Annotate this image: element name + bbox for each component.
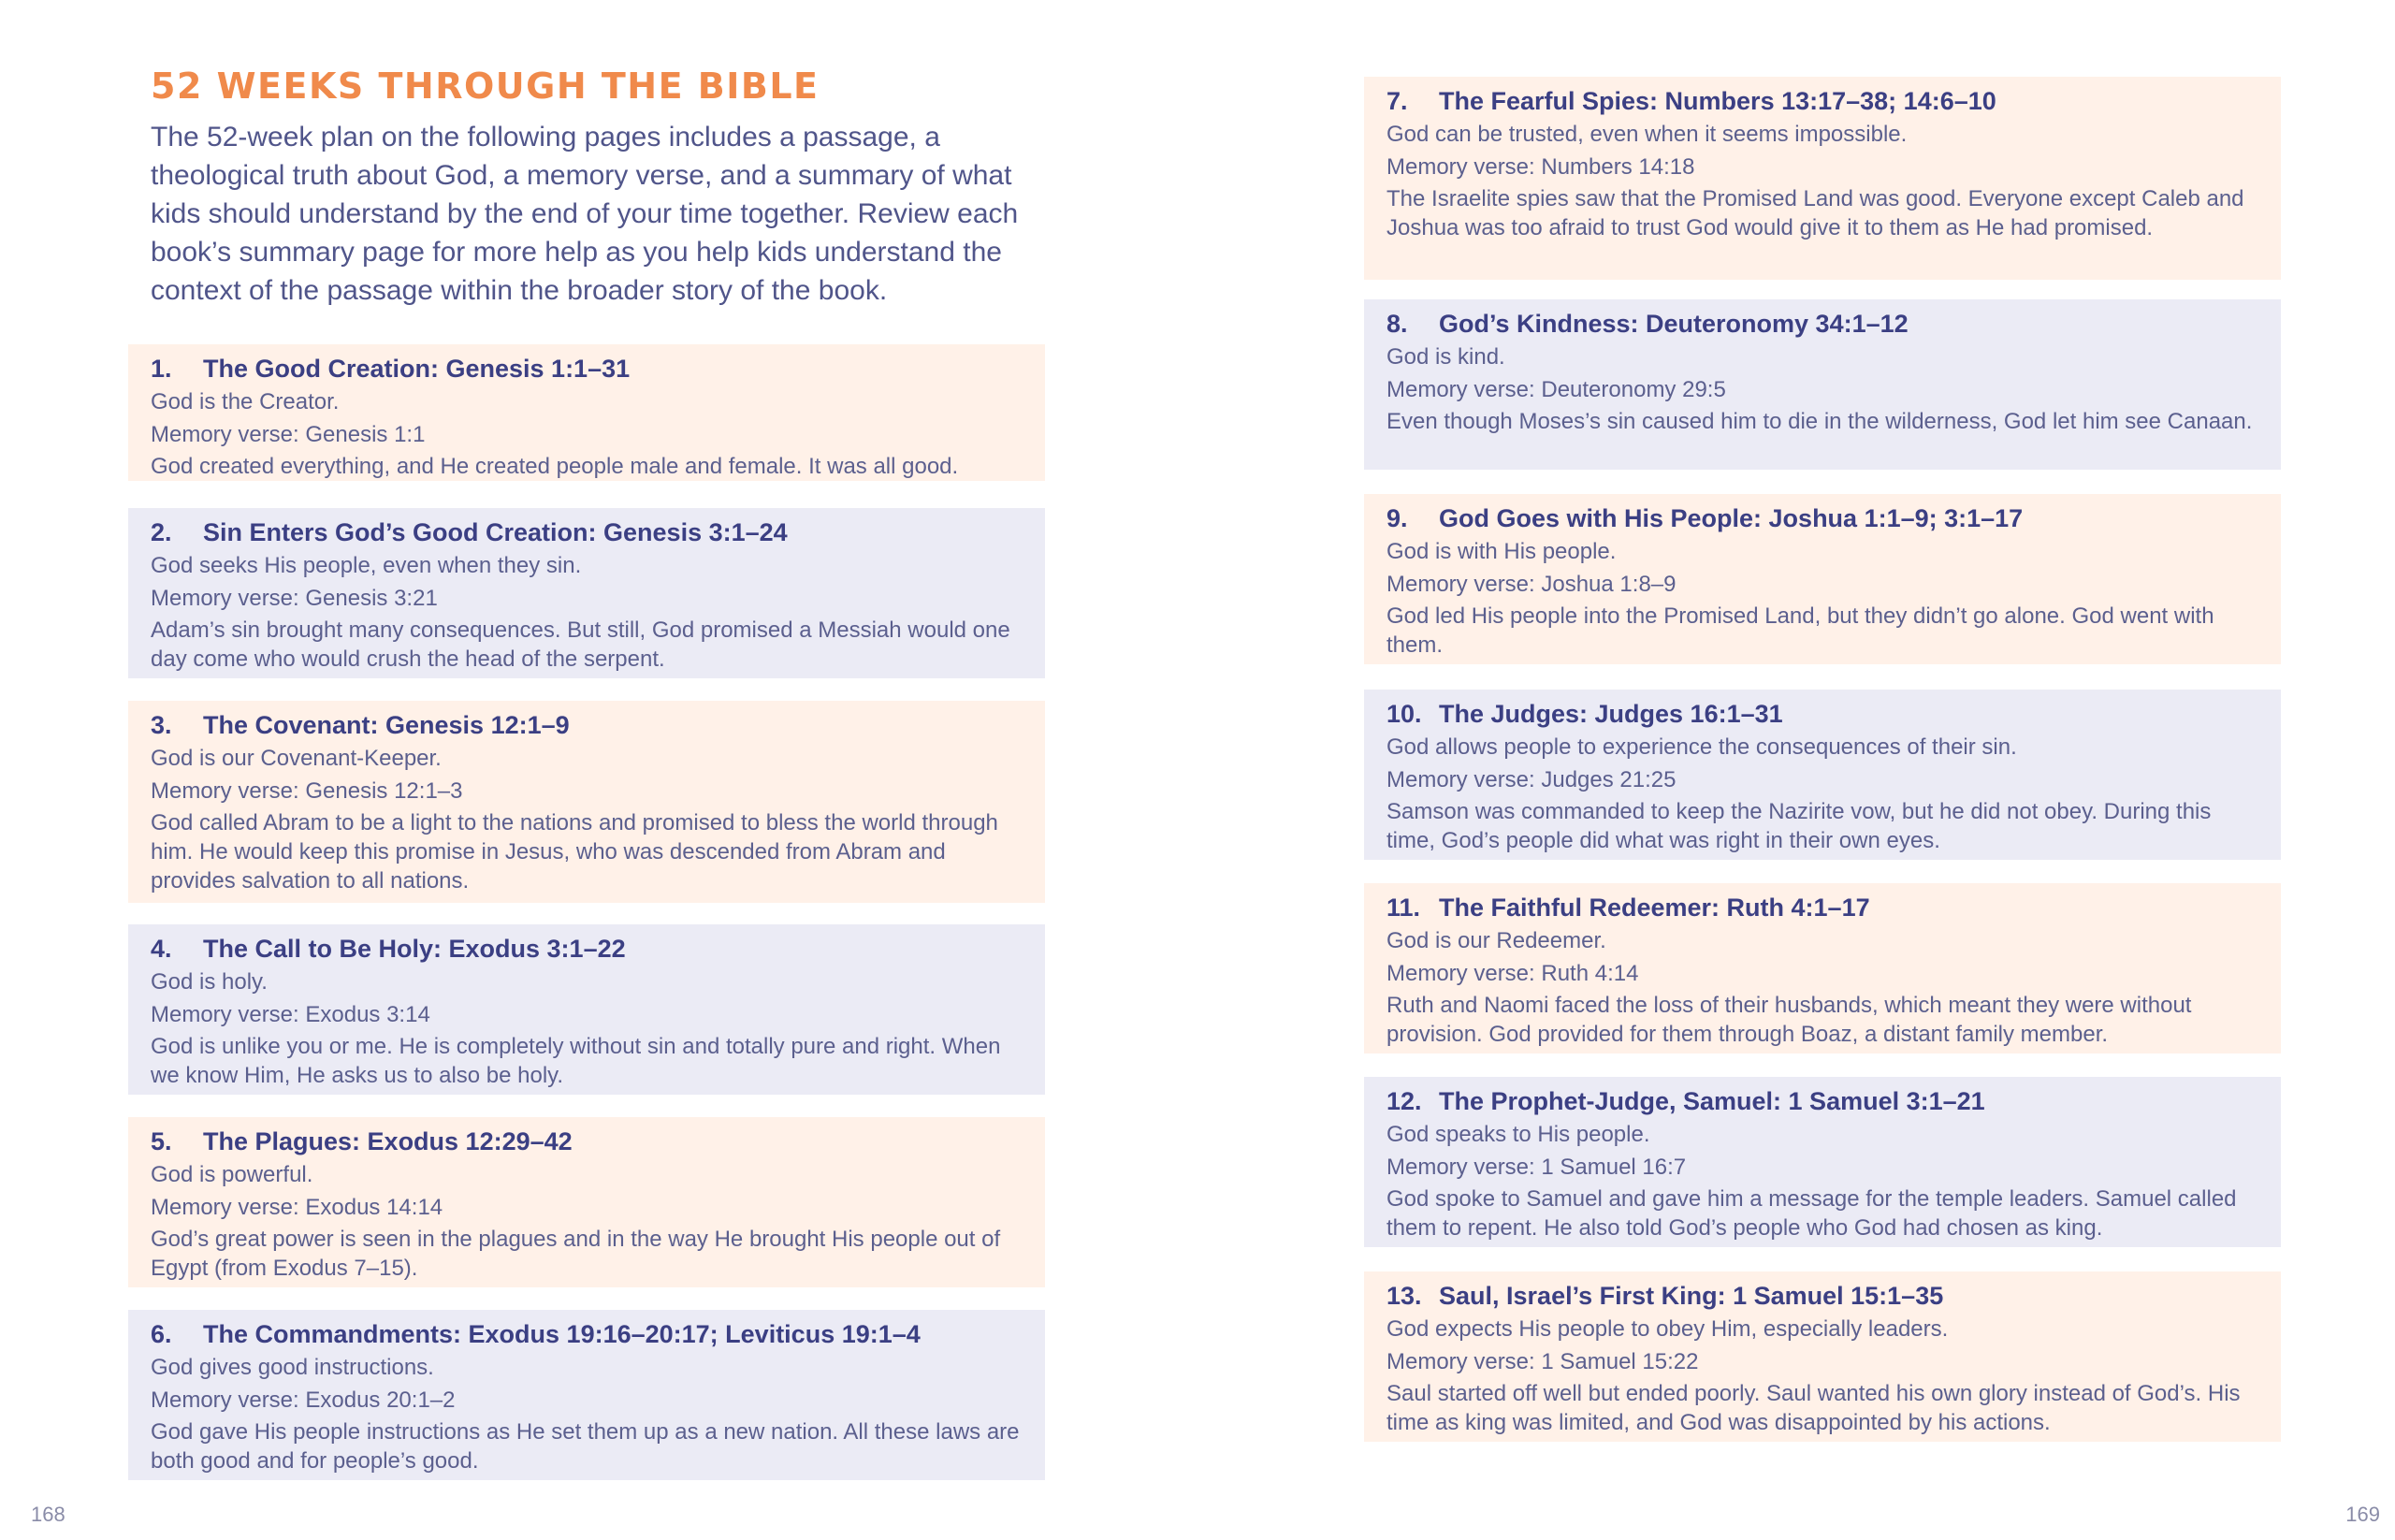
week-number: 7. (1386, 87, 1408, 115)
week-passage: The Good Creation: Genesis 1:1–31 (203, 355, 631, 383)
week-number: 10. (1386, 700, 1422, 728)
week-passage: God’s Kindness: Deuteronomy 34:1–12 (1439, 310, 1909, 338)
week-title (1386, 307, 2258, 341)
week-entry-2 (128, 508, 1045, 678)
week-title (1386, 697, 2258, 731)
week-passage: Saul, Israel’s First King: 1 Samuel 15:1–35 (1439, 1282, 1944, 1310)
week-truth: God gives good instructions. (151, 1355, 434, 1380)
week-truth: God is kind. (1386, 344, 1505, 370)
week-number: 4. (151, 935, 172, 963)
week-entry-10 (1364, 690, 2281, 860)
week-summary: Saul started off well but ended poorly. Saul wanted his own glory instead of God’s. His time as king was limited, and God was disappointed by his actions. (1386, 1381, 2241, 1435)
page-number: 169 (2345, 1503, 2380, 1526)
week-entry-11 (1364, 883, 2281, 1053)
week-truth: God expects His people to obey Him, especially leaders. (1386, 1316, 1949, 1342)
week-title (1386, 1084, 2258, 1118)
week-entry-3 (128, 701, 1045, 903)
week-entry-9 (1364, 494, 2281, 664)
week-passage: The Covenant: Genesis 12:1–9 (203, 711, 570, 739)
week-memory-verse: Memory verse: Genesis 12:1–3 (151, 778, 463, 804)
week-number: 2. (151, 518, 172, 546)
week-truth: God is our Covenant-Keeper. (151, 746, 442, 771)
week-memory-verse: Memory verse: Numbers 14:18 (1386, 154, 1695, 180)
week-passage: The Judges: Judges 16:1–31 (1439, 700, 1783, 728)
week-memory-verse: Memory verse: Deuteronomy 29:5 (1386, 377, 1726, 402)
week-number: 9. (1386, 504, 1408, 532)
week-truth: God seeks His people, even when they sin. (151, 553, 582, 578)
week-entry-12 (1364, 1077, 2281, 1247)
week-summary: God’s great power is seen in the plagues and in the way He brought His people out of Egypt (from Exodus 7–15). (151, 1227, 1001, 1281)
week-memory-verse: Memory verse: 1 Samuel 15:22 (1386, 1349, 1699, 1374)
week-title (151, 516, 1023, 549)
week-number: 11. (1386, 893, 1421, 922)
week-title (151, 352, 1023, 385)
right-page (1198, 0, 2395, 1540)
week-memory-verse: Memory verse: Exodus 20:1–2 (151, 1387, 456, 1413)
week-summary: Ruth and Naomi faced the loss of their husbands, which meant they were without provision. God provided for them through Boaz, a distant family member. (1386, 993, 2192, 1047)
week-entry-1 (128, 344, 1045, 481)
week-summary: God spoke to Samuel and gave him a message for the temple leaders. Samuel called them to repent. He also told God’s people who God had chosen as king. (1386, 1186, 2237, 1241)
week-memory-verse: Memory verse: 1 Samuel 16:7 (1386, 1155, 1687, 1180)
week-memory-verse: Memory verse: Joshua 1:8–9 (1386, 572, 1676, 597)
week-truth: God is powerful. (151, 1162, 313, 1187)
week-title (1386, 84, 2258, 118)
week-memory-verse: Memory verse: Genesis 1:1 (151, 422, 426, 447)
week-passage: The Call to Be Holy: Exodus 3:1–22 (203, 935, 626, 963)
week-number: 12. (1386, 1087, 1422, 1115)
week-memory-verse: Memory verse: Ruth 4:14 (1386, 961, 1639, 986)
week-truth: God allows people to experience the consequences of their sin. (1386, 734, 2017, 760)
week-summary: The Israelite spies saw that the Promised Land was good. Everyone except Caleb and Joshua was too afraid to trust God would give it to them as He had promised. (1386, 186, 2244, 240)
week-entry-7 (1364, 77, 2281, 280)
week-title (151, 1125, 1023, 1158)
week-title (1386, 891, 2258, 924)
week-number: 1. (151, 355, 172, 383)
week-truth: God is with His people. (1386, 539, 1617, 564)
week-summary: God led His people into the Promised Land, but they didn’t go alone. God went with them. (1386, 603, 2214, 658)
week-entry-13 (1364, 1271, 2281, 1442)
week-passage: God Goes with His People: Joshua 1:1–9; 3:1–17 (1439, 504, 2024, 532)
week-summary: Samson was commanded to keep the Nazirite vow, but he did not obey. During this time, God’s people did what was right in their own eyes. (1386, 799, 2212, 853)
week-truth: God is the Creator. (151, 389, 340, 414)
week-entry-8 (1364, 299, 2281, 470)
week-passage: The Prophet-Judge, Samuel: 1 Samuel 3:1–21 (1439, 1087, 1985, 1115)
page-number: 168 (31, 1503, 65, 1526)
week-truth: God is holy. (151, 969, 268, 995)
week-passage: Sin Enters God’s Good Creation: Genesis 3:1–24 (203, 518, 788, 546)
week-entry-4 (128, 924, 1045, 1095)
week-title (151, 1317, 1023, 1351)
week-passage: The Plagues: Exodus 12:29–42 (203, 1127, 573, 1155)
week-entry-5 (128, 1117, 1045, 1287)
week-title (151, 708, 1023, 742)
week-passage: The Fearful Spies: Numbers 13:17–38; 14:6–10 (1439, 87, 1996, 115)
week-number: 8. (1386, 310, 1408, 338)
week-summary: God called Abram to be a light to the nations and promised to bless the world through him. He would keep this promise in Jesus, who was descended from Abram and provides salvation to all nations. (151, 810, 998, 893)
week-memory-verse: Memory verse: Judges 21:25 (1386, 767, 1676, 792)
week-number: 6. (151, 1320, 172, 1348)
week-title (151, 932, 1023, 966)
week-summary: God gave His people instructions as He set them up as a new nation. All these laws are both good and for people’s good. (151, 1419, 1020, 1474)
week-number: 5. (151, 1127, 172, 1155)
week-passage: The Faithful Redeemer: Ruth 4:1–17 (1439, 893, 1870, 922)
week-title (1386, 501, 2258, 535)
week-passage: The Commandments: Exodus 19:16–20:17; Leviticus 19:1–4 (203, 1320, 921, 1348)
week-memory-verse: Memory verse: Exodus 14:14 (151, 1195, 443, 1220)
intro-paragraph: The 52-week plan on the following pages includes a passage, a theological truth about God, a memory verse, and a summary of what kids should understand by the end of your time together. Review each book’s summary page for more help as you help kids understand the context of the passage within the broader story of the book. (151, 122, 1019, 306)
week-summary: God is unlike you or me. He is completely without sin and totally pure and right. When we know Him, He asks us to also be holy. (151, 1034, 1001, 1088)
week-truth: God can be trusted, even when it seems impossible. (1386, 122, 1908, 147)
week-summary: God created everything, and He created people male and female. It was all good. (151, 454, 959, 479)
week-memory-verse: Memory verse: Genesis 3:21 (151, 586, 438, 611)
week-truth: God speaks to His people. (1386, 1122, 1650, 1147)
week-truth: God is our Redeemer. (1386, 928, 1606, 953)
week-summary: Adam’s sin brought many consequences. But still, God promised a Messiah would one day come who would crush the head of the serpent. (151, 617, 1010, 672)
week-summary: Even though Moses’s sin caused him to die in the wilderness, God let him see Canaan. (1386, 409, 2253, 434)
week-memory-verse: Memory verse: Exodus 3:14 (151, 1002, 430, 1027)
week-title (1386, 1279, 2258, 1313)
week-entry-6 (128, 1310, 1045, 1480)
page-heading: 52 WEEKS THROUGH THE BIBLE (151, 65, 820, 107)
week-number: 3. (151, 711, 172, 739)
week-number: 13. (1386, 1282, 1422, 1310)
